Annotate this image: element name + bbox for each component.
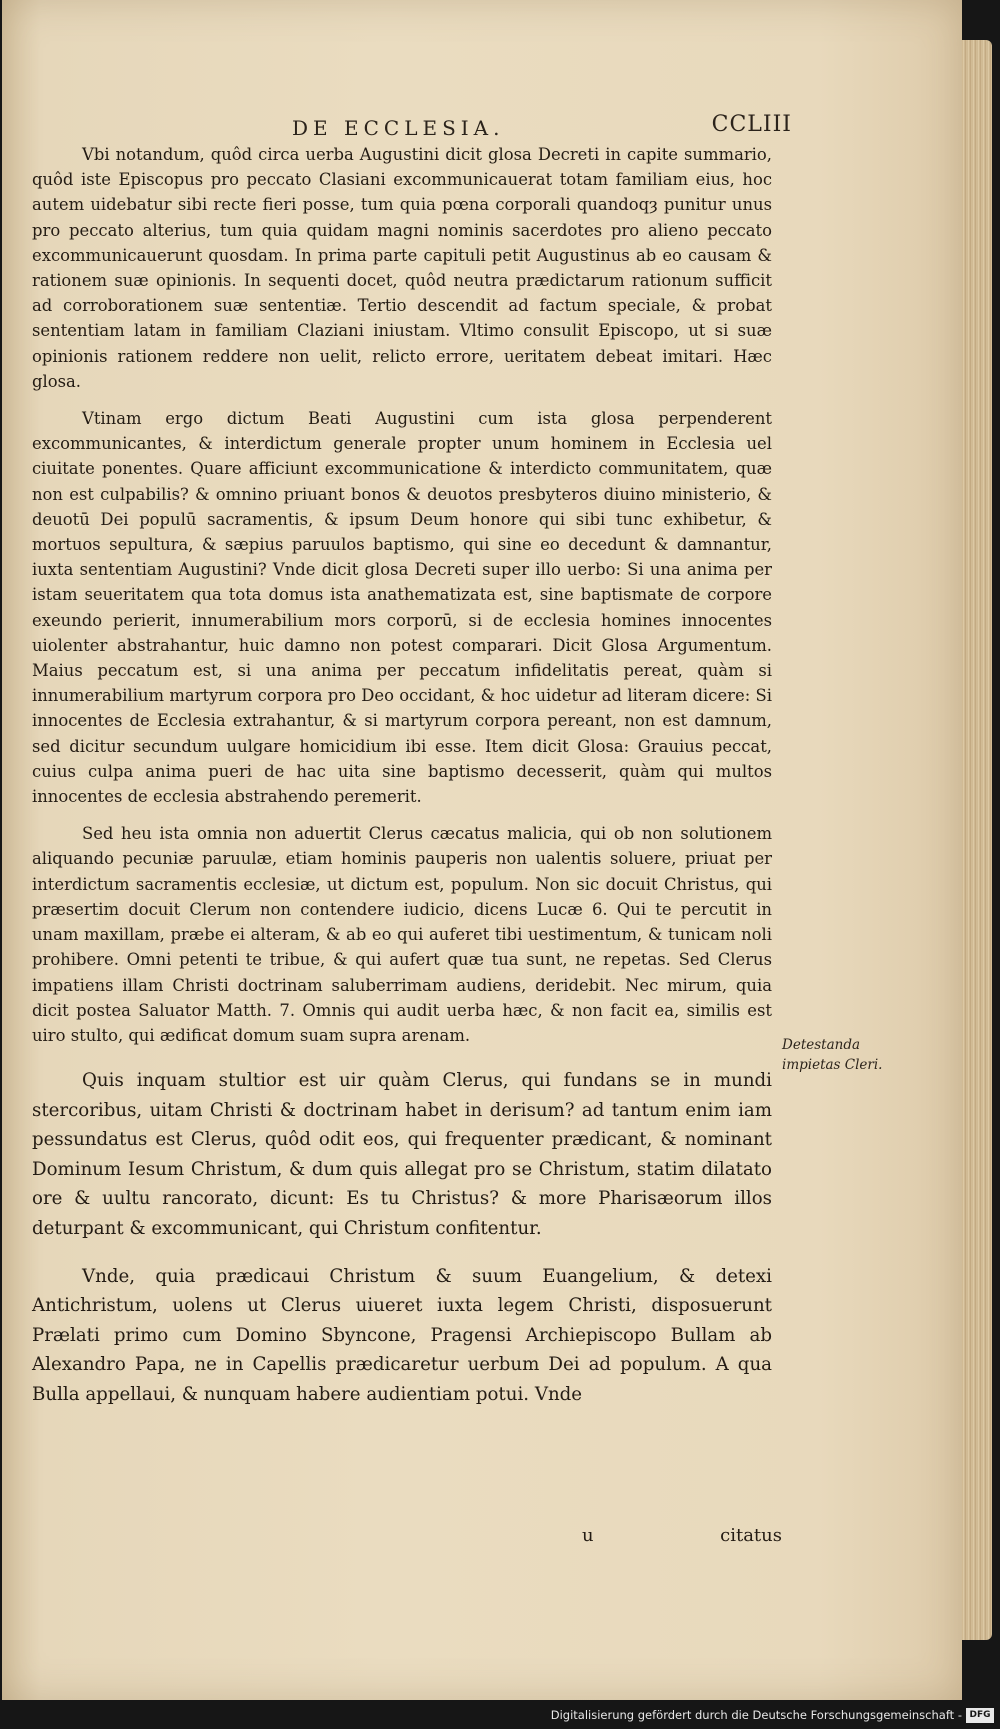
footer-bar [0,1704,1000,1729]
page-edges [962,40,992,1640]
book-page [2,0,962,1700]
folio-number: CCLIII [711,112,792,137]
body-text [32,142,772,1422]
signature-mark: u [582,1525,594,1546]
catchword: citatus [720,1525,782,1546]
running-head [292,112,792,142]
paragraph-4: Quis inquam stultior est uir quàm Clerus, qui fundans se in mundi stercoribus, uitam Christi & doctrinam habet in derisum? ad tantum enim iam pessundatus est Clerus, quôd odit eos, qui frequenter prædicant, & nominant Dominum Iesum Christum, & dum quis allegat pro se Christum, statim dilatato ore & uultu rancorato, dicunt: Es tu Christus? & more Pharisæorum illos deturpant & excommunicant, qui Christum confitentur. [32,1070,772,1240]
marginal-note: Detestanda impietas Cleri. [782,1037,883,1073]
catchword-line [562,1525,782,1553]
paragraph-1: Vbi notandum, quôd circa uerba Augustini dicit glosa Decreti in capite summario, quôd iste Episcopus pro peccato Clasiani excommunicauerat totam familiam eius, hoc autem uidebatur sibi recte fieri posse, tum quia pœna corporali quandoqȝ punitur unus pro peccato alterius, tum quia quidam magni nominis sacerdotes pro alieno peccato excommunicauerunt quosdam. In prima parte capituli petit Augustinus ab eo causam & rationem suæ opinionis. In sequenti docet, quôd neutra prædictarum rationum sufficit ad corroborationem suæ sententiæ. Tertio descendit ad factum speciale, & probat sententiam latam in familiam Claziani iniustam. Vltimo consulit Episcopo, ut si suæ opinionis rationem reddere non uelit, relicto errore, ueritatem debeat imitari. Hæc glosa. [32,145,772,391]
dfg-logo: DFG [966,1708,994,1723]
paragraph-3: Sed heu ista omnia non aduertit Clerus cæcatus malicia, qui ob non solutionem aliquando pecuniæ paruulæ, etiam hominis pauperis non ualentis soluere, priuat per interdictum sacramentis ecclesiæ, ut dictum est, populum. Non sic docuit Christus, qui præsertim docuit Clerum non contendere iudicio, dicens Lucæ 6. Qui te percutit in unam maxillam, præbe ei alteram, & ab eo qui auferet tibi uestimentum, & tunicam noli prohibere. Omni petenti te tribue, & qui aufert quæ tua sunt, ne repetas. Sed Clerus impatiens illam Christi doctrinam saluberrimam audiens, deridebit. Nec mirum, quia dicit postea Saluator Matth. 7. Omnis qui audit uerba hæc, & non facit ea, similis est uiro stulto, qui ædificat domum suam supra arenam. [32,824,772,1045]
paragraph-2: Vtinam ergo dictum Beati Augustini cum ista glosa perpenderent excommunicantes, & interdictum generale propter unum hominem in Ecclesia uel ciuitate ponentes. Quare afficiunt excommunicatione & interdicto communitatem, quæ non est culpabilis? & omnino priuant bonos & deuotos presbyteros diuino ministerio, & deuotū Dei populū sacramentis, & ipsum Deum honore qui sibi tunc exhibetur, & mortuos sepultura, & sæpius paruulos baptismo, qui sine eo decedunt & damnantur, iuxta sententiam Augustini? Vnde dicit glosa Decreti super illo uerbo: Si una anima per istam seueritatem qua tota domus ista anathematizata est, sine baptismate de corpore exeundo perierit, innumerabilium mors corporū, si de ecclesia homines innocentes uiolenter abstrahantur, huic damno non potest comparari. Dicit Glosa Argumentum. Maius peccatum est, si una anima per peccatum infidelitatis pereat, quàm si innumerabilium martyrum corpora pro Deo occidant, & hoc uidetur ad literam dicere: Si innocentes de Ecclesia extrahantur, & si martyrum corpora pereant, non est damnum, sed dicitur secundum uulgare homicidium ibi esse. Item dicit Glosa: Grauius peccat, cuius culpa anima pueri de hac uita sine baptismo decesserit, quàm qui multos innocentes de ecclesia abstrahendo peremerit. [32,409,772,807]
paragraph-5: Vnde, quia prædicaui Christum & suum Euangelium, & detexi Antichristum, uolens ut Clerus uiueret iuxta legem Christi, disposuerunt Prælati primo cum Domino Sbyncone, Pragensi Archiepiscopo Bullam ab Alexandro Papa, ne in Capellis prædicaretur uerbum Dei ad populum. A qua Bulla appellaui, & nunquam habere audientiam potui. Vnde [32,1265,772,1406]
funding-credit: Digitalisierung gefördert durch die Deutsche Forschungsgemeinschaft - [550,1708,962,1722]
running-title: DE ECCLESIA. [292,116,505,140]
